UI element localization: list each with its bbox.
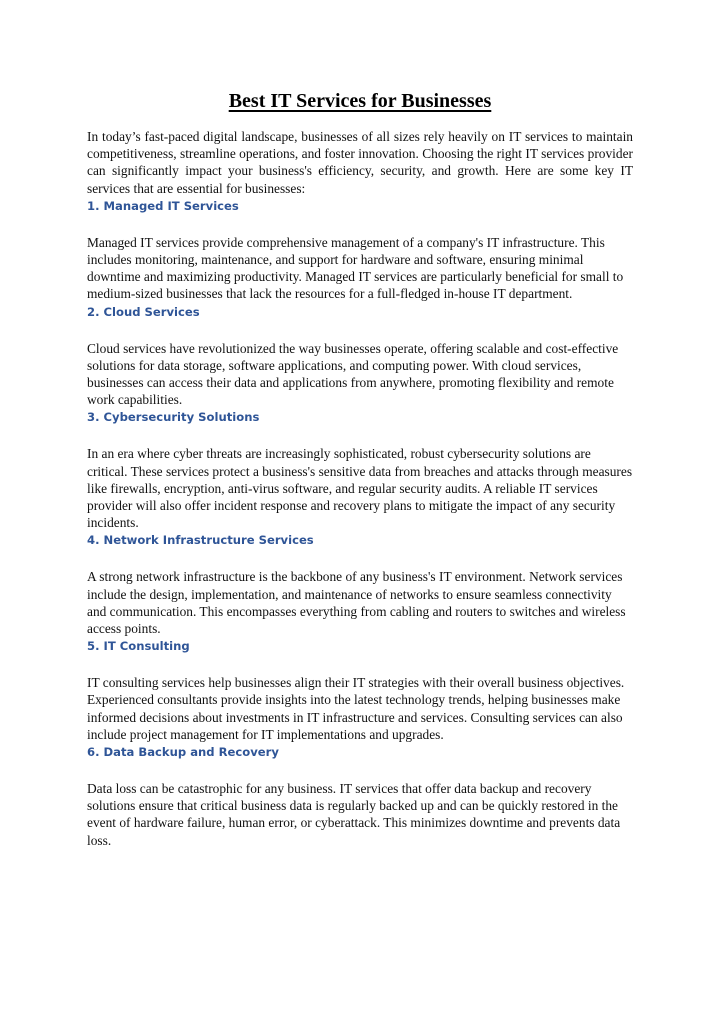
section-body-consulting: IT consulting services help businesses align their IT strategies with their overall business objectives. Experienced consultants provide insights into the latest technology trends, helping businesses make informed decisions about investments in IT infrastructure and services. Consulting services can also include project management for IT implementations and upgrades. bbox=[87, 675, 625, 742]
document-body bbox=[87, 128, 633, 849]
section-heading-managed-it: 1. Managed IT Services bbox=[87, 198, 239, 213]
section-body-cybersecurity: In an era where cyber threats are increasingly sophisticated, robust cybersecurity solutions are critical. These services protect a business's sensitive data from breaches and attacks through measures like firewalls, encryption, anti-virus software, and regular security audits. A reliable IT services provider will also offer incident response and recovery plans to mitigate the impact of any security incidents. bbox=[87, 446, 633, 531]
intro-paragraph: In today’s fast-paced digital landscape, businesses of all sizes rely heavily on IT services to maintain competitiveness, streamline operations, and foster innovation. Choosing the right IT services provider can significantly impact your business's efficiency, security, and growth. Here are some key IT services that are essential for businesses: bbox=[87, 129, 633, 196]
section-body-network: A strong network infrastructure is the backbone of any business's IT environment. Network services include the design, implementation, and maintenance of networks to ensure seamless connectivity and communication. This encompasses everything from cabling and routers to switches and wireless access points. bbox=[87, 569, 626, 637]
document-title: Best IT Services for Businesses bbox=[228, 90, 492, 112]
section-body-managed-it: Managed IT services provide comprehensive management of a company's IT infrastructure. This includes monitoring, maintenance, and support for hardware and software, ensuring minimal downtime and maximizing productivity. Managed IT services are particularly beneficial for small to medium-sized businesses that lack the resources for a full-fledged in-house IT department. bbox=[87, 234, 624, 302]
section-body-cloud: Cloud services have revolutionized the way businesses operate, offering scalable and cost-effective solutions for data storage, software applications, and computing power. With cloud services, businesses can access their data and applications from anywhere, promoting flexibility and remote work capabilities. bbox=[87, 340, 619, 408]
section-heading-consulting: 5. IT Consulting bbox=[87, 639, 190, 654]
section-body-backup: Data loss can be catastrophic for any business. IT services that offer data backup and recovery solutions ensure that critical business data is regularly backed up and can be quickly restored in the event of hardware failure, human error, or cyberattack. This minimizes downtime and prevents data loss. bbox=[87, 781, 621, 848]
section-heading-cybersecurity: 3. Cybersecurity Solutions bbox=[87, 410, 260, 425]
section-heading-network: 4. Network Infrastructure Services bbox=[87, 533, 314, 548]
section-heading-backup: 6. Data Backup and Recovery bbox=[87, 745, 279, 760]
section-heading-cloud: 2. Cloud Services bbox=[87, 304, 200, 319]
